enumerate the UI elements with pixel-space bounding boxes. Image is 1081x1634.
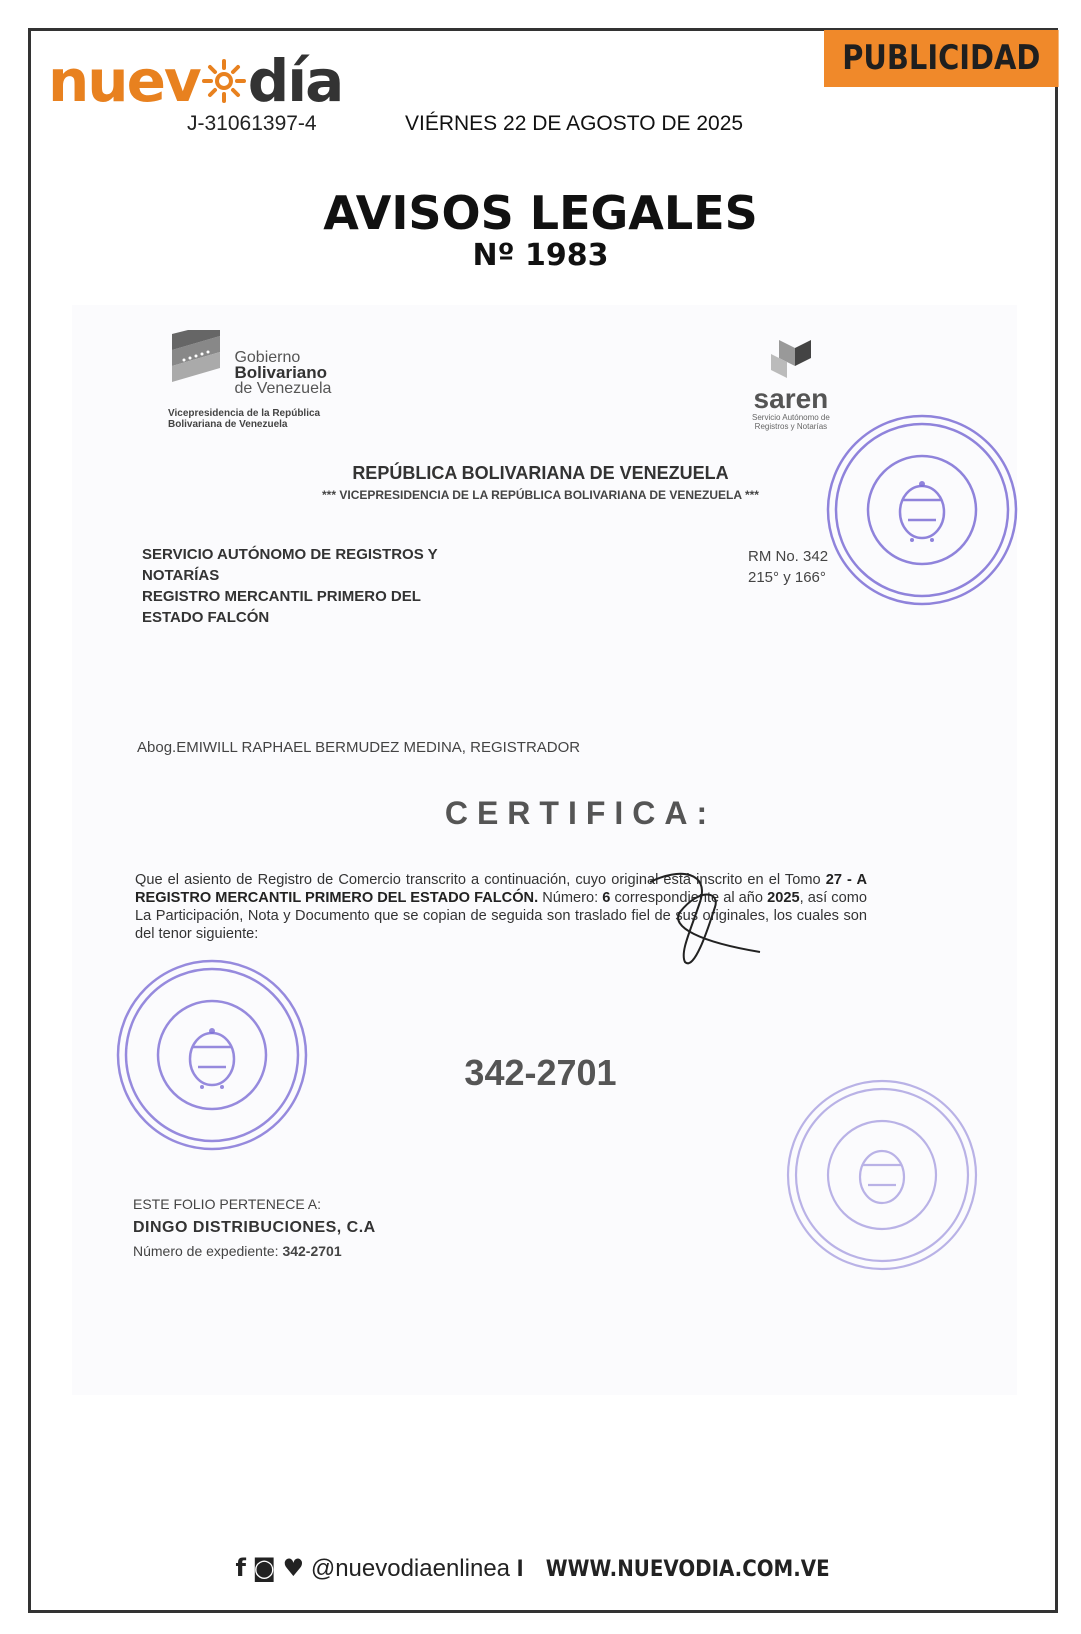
service-line-4: ESTADO FALCÓN: [142, 609, 270, 626]
service-block: [142, 544, 438, 628]
saren-sub-2: Registros y Notarías: [754, 422, 828, 431]
sun-icon: [202, 59, 246, 103]
para-numero: 6: [602, 890, 611, 906]
registrar-name: Abog.EMIWILL RAPHAEL BERMUDEZ MEDINA, REGISTRADOR: [137, 739, 581, 756]
service-line-3: REGISTRO MERCANTIL PRIMERO DEL: [142, 588, 421, 605]
service-line-1: SERVICIO AUTÓNOMO DE REGISTROS Y: [142, 546, 438, 563]
folio-label: ESTE FOLIO PERTENECE A:: [133, 1196, 322, 1212]
expediente-number: 342-2701: [282, 1243, 342, 1259]
seal-stamp-icon: [782, 1075, 982, 1275]
gov-line-2: Bolivariano: [234, 363, 328, 382]
nuevo-dia-logo: [48, 47, 343, 115]
venezuela-flag-icon: [168, 330, 224, 392]
certifica-heading: CERTIFICA:: [444, 795, 717, 831]
twitter-icon[interactable]: ♥: [282, 1554, 305, 1582]
page-title: AVISOS LEGALES: [323, 186, 758, 240]
footer: [0, 1554, 1081, 1583]
expediente-label: Número de expediente:: [133, 1243, 283, 1259]
rif-number: J-31061397-4: [187, 112, 317, 135]
saren-mark-icon: [761, 336, 821, 380]
notice-number: Nº 1983: [472, 238, 609, 273]
rm-block: [748, 546, 828, 588]
facebook-icon[interactable]: f: [235, 1554, 246, 1582]
para-text-2: Número:: [538, 890, 603, 906]
gov-line-3: de Venezuela: [234, 380, 332, 397]
expediente-line: [133, 1243, 342, 1259]
company-name: DINGO DISTRIBUCIONES, C.A: [133, 1219, 376, 1236]
para-text-4: , así como La Participación, Nota y Documento que se copian de seguida son traslado fiel de sus originales, los cuales son del tenor siguiente:: [135, 890, 867, 942]
publicidad-badge: PUBLICIDAD: [824, 30, 1059, 87]
publication-date: VIÉRNES 22 DE AGOSTO DE 2025: [405, 112, 744, 135]
para-text-1: Que el asiento de Registro de Comercio transcrito a continuación, cuyo original está inscrito en el Tomo: [135, 872, 826, 888]
government-logo: [168, 330, 331, 430]
service-line-2: NOTARÍAS: [142, 567, 220, 584]
gov-line-1: Gobierno: [234, 349, 301, 366]
footer-separator: I: [516, 1555, 524, 1582]
seal-stamp-icon: [112, 955, 312, 1155]
para-anio: 2025: [767, 890, 800, 906]
seal-stamp-icon: [822, 410, 1022, 610]
website-link[interactable]: WWW.NUEVODIA.COM.VE: [545, 1557, 830, 1582]
para-text-3: correspondiente al año: [610, 890, 768, 906]
saren-logo: [752, 336, 830, 431]
folio-number: 342-2701: [464, 1052, 617, 1093]
saren-word: saren: [753, 383, 829, 414]
logo-text-right: día: [247, 47, 343, 115]
rm-line-2: 215° y 166°: [748, 569, 826, 586]
gov-vp-line-1: Vicepresidencia de la República: [168, 408, 321, 419]
social-handle[interactable]: @nuevodiaenlinea: [310, 1555, 511, 1582]
vicepresidency-heading: *** VICEPRESIDENCIA DE LA REPÚBLICA BOLIVARIANA DE VENEZUELA ***: [322, 488, 759, 502]
saren-sub-1: Servicio Autónomo de: [752, 413, 830, 422]
logo-text-left: nuev: [48, 47, 200, 115]
gov-vp-line-2: Bolivariana de Venezuela: [168, 419, 288, 430]
instagram-icon[interactable]: ◙: [252, 1554, 276, 1582]
republic-heading: REPÚBLICA BOLIVARIANA DE VENEZUELA: [352, 463, 729, 483]
para-tomo: 27 - A REGISTRO MERCANTIL PRIMERO DEL ESTADO FALCÓN.: [135, 872, 868, 906]
rm-line-1: RM No. 342: [748, 548, 829, 565]
signature: [640, 862, 770, 982]
